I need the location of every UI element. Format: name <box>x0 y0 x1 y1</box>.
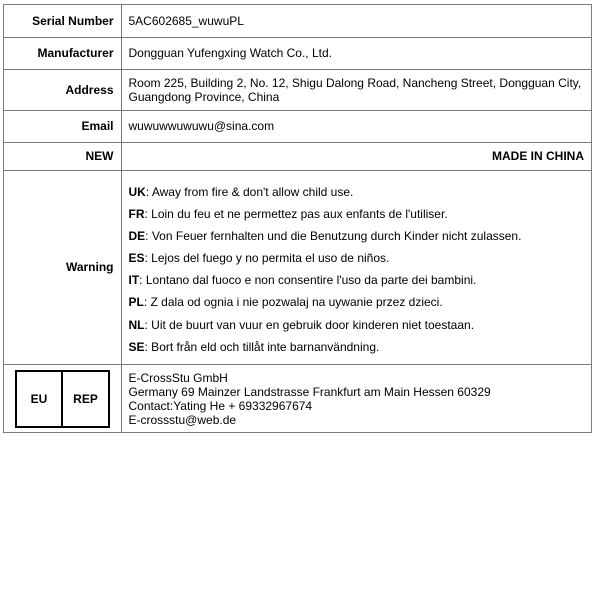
warning-text: : Away from fire & don't allow child use. <box>145 184 354 199</box>
manufacturer-row <box>4 37 591 69</box>
warning-line-it <box>129 269 585 291</box>
made-in-china-text: MADE IN CHINA <box>121 142 591 170</box>
email-value: wuwuwwuwuwu@sina.com <box>121 110 591 142</box>
warning-line-uk <box>129 181 585 203</box>
warning-text: : Uit de buurt van vuur en gebruik door kinderen niet toestaan. <box>144 317 475 332</box>
address-value: Room 225, Building 2, No. 12, Shigu Dalong Road, Nancheng Street, Dongguan City, Guangdong Province, China <box>121 69 591 110</box>
warning-text: : Lejos del fuego y no permita el uso de niños. <box>144 251 390 266</box>
new-row <box>4 142 591 170</box>
manufacturer-label: Manufacturer <box>4 37 121 69</box>
address-label: Address <box>4 69 121 110</box>
eu-rep-contact: Contact:Yating He + 69332967674 <box>128 398 313 413</box>
warning-code: FR <box>128 206 145 221</box>
warning-line-de <box>129 225 585 247</box>
warning-lines <box>121 170 591 365</box>
new-label: NEW <box>4 142 121 170</box>
warning-text: : Von Feuer fernhalten und die Benutzung durch Kinder nicht zulassen. <box>145 228 522 243</box>
eu-rep-address: Germany 69 Mainzer Landstrasse Frankfurt am Main Hessen 60329 <box>128 384 491 399</box>
warning-label: Warning <box>4 170 121 365</box>
label-table <box>4 5 591 432</box>
warning-code: UK <box>128 184 146 199</box>
serial-value: 5AC602685_wuwuPL <box>121 5 591 37</box>
address-row <box>4 69 591 110</box>
warning-line-es <box>129 247 585 269</box>
warning-line-se <box>129 336 585 358</box>
eu-rep-row <box>4 365 591 433</box>
eu-rep-email: E-crossstu@web.de <box>128 412 237 427</box>
eu-rep-badge <box>15 370 110 428</box>
warning-code: NL <box>128 317 145 332</box>
warning-row <box>4 170 591 365</box>
manufacturer-value: Dongguan Yufengxing Watch Co., Ltd. <box>121 37 591 69</box>
warning-code: DE <box>128 228 146 243</box>
serial-label: Serial Number <box>4 5 121 37</box>
warning-line-pl <box>129 291 585 313</box>
warning-code: SE <box>128 339 145 354</box>
rep-badge-text: REP <box>61 372 108 426</box>
warning-line-nl <box>129 314 585 336</box>
warning-line-fr <box>129 203 585 225</box>
eu-rep-badge-cell <box>4 365 121 433</box>
eu-rep-company: E-CrossStu GmbH <box>128 370 228 385</box>
warning-text: : Bort från eld och tillåt inte barnanvändning. <box>144 339 380 354</box>
warning-code: IT <box>128 273 140 288</box>
warning-text: : Lontano dal fuoco e non consentire l'uso da parte dei bambini. <box>139 273 477 288</box>
email-row <box>4 110 591 142</box>
eu-rep-details <box>121 365 591 433</box>
warning-text: : Loin du feu et ne permettez pas aux enfants de l'utiliser. <box>144 206 448 221</box>
serial-row <box>4 5 591 37</box>
warning-text: : Z dala od ognia i nie pozwalaj na uywanie przez dzieci. <box>143 295 443 310</box>
warning-code: PL <box>128 295 144 310</box>
warning-code: ES <box>128 251 145 266</box>
eu-badge-text: EU <box>30 391 48 406</box>
product-label-table <box>3 4 592 433</box>
email-label: Email <box>4 110 121 142</box>
